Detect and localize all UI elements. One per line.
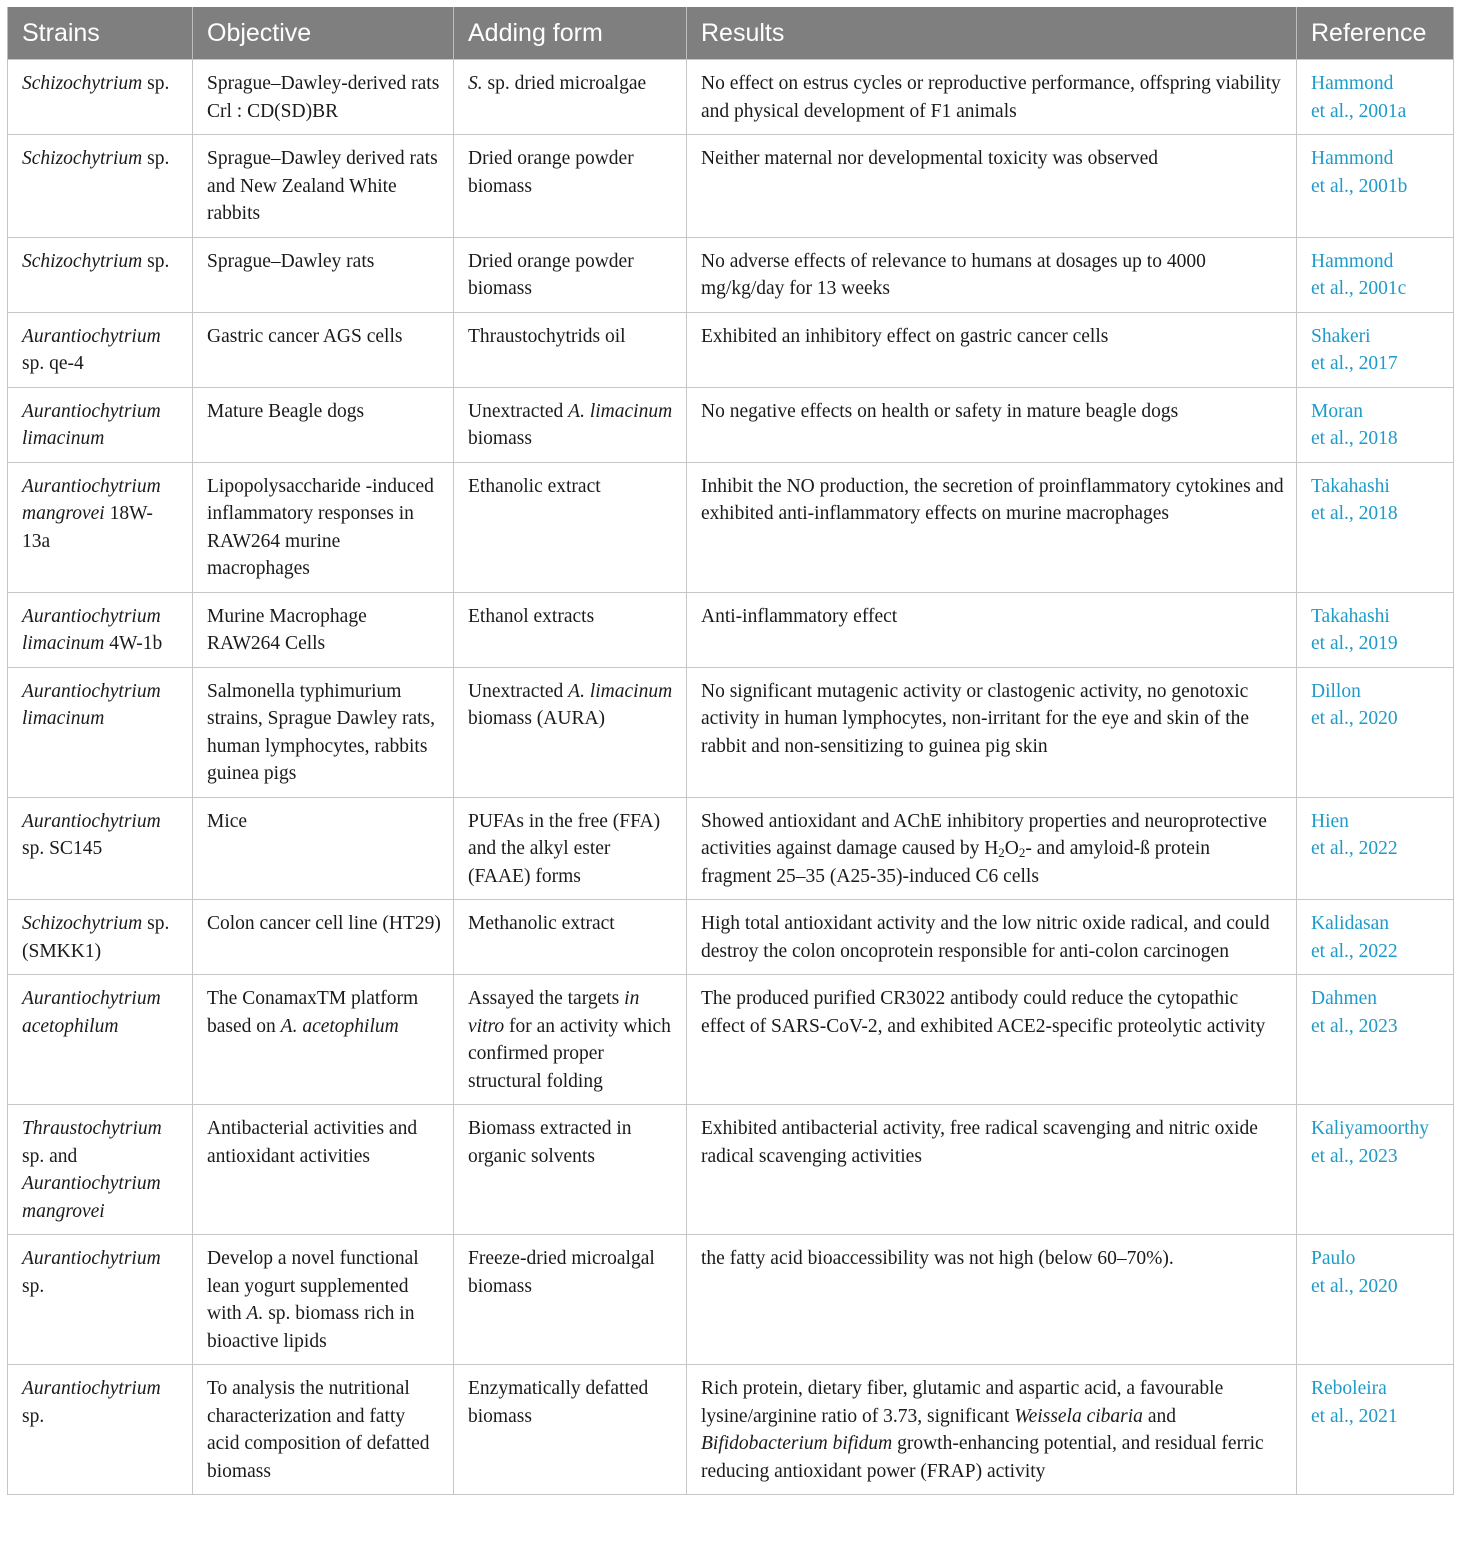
cell-objective [193, 135, 454, 238]
table-row [8, 975, 1454, 1105]
text-segment: sp. [22, 1275, 45, 1297]
cell-adding-form [454, 1235, 687, 1365]
text-segment: A. [246, 1303, 264, 1324]
text-segment: No negative effects on health or safety in mature beagle dogs [701, 400, 1179, 422]
cell-strain [8, 975, 193, 1105]
text-segment: Thraustochytrids oil [468, 325, 626, 347]
text-segment: Aurantiochytrium [22, 810, 161, 832]
cell-adding-form [454, 797, 687, 900]
cell-reference-link[interactable] [1297, 900, 1454, 975]
table-row [8, 667, 1454, 797]
cell-results [687, 60, 1297, 135]
text-segment: Aurantiochytrium [22, 325, 161, 347]
text-segment: 2 [998, 845, 1005, 860]
text-segment: Aurantiochytrium mangrovei [22, 475, 161, 524]
cell-reference-link[interactable] [1297, 667, 1454, 797]
reference-line[interactable]: et al., 2023 [1311, 1015, 1398, 1037]
text-segment: High total antioxidant activity and the low nitric oxide radical, and could destroy the colon oncoprotein responsible for anti-colon carcinogen [701, 913, 1270, 962]
text-segment: Unextracted [468, 400, 569, 422]
table-body [8, 60, 1454, 1495]
text-segment: 18W-13a [22, 503, 153, 552]
cell-objective [193, 1365, 454, 1495]
cell-objective [193, 312, 454, 387]
text-segment: sp. [142, 73, 170, 94]
text-segment: A. limacinum [568, 400, 673, 422]
text-segment: sp. biomass rich in bioactive lipids [207, 1303, 415, 1352]
text-segment: No significant mutagenic activity or clastogenic activity, no genotoxic activity in human lymphocytes, non-irritant for the eye and skin of the rabbit and non-sensitizing to guinea pig skin [701, 680, 1250, 757]
cell-objective [193, 1235, 454, 1365]
text-segment: Sprague–Dawley-derived rats Crl : CD(SD)BR [207, 73, 440, 122]
table-header [8, 7, 1454, 60]
cell-adding-form [454, 462, 687, 592]
header-adding-form: Adding form [454, 7, 687, 60]
cell-reference-link[interactable] [1297, 462, 1454, 592]
reference-line[interactable]: et al., 2018 [1311, 503, 1398, 524]
text-segment: Aurantiochytrium limacinum [22, 680, 161, 729]
text-segment: - and amyloid-ß protein fragment 25–35 (A25-35)-induced C6 cells [701, 838, 1211, 887]
reference-line[interactable]: Dillon [1311, 680, 1361, 702]
cell-results [687, 900, 1297, 975]
cell-adding-form [454, 592, 687, 667]
text-segment: growth-enhancing potential, and residual ferric reducing antioxidant power (FRAP) activity [701, 1433, 1264, 1482]
text-segment: Exhibited antibacterial activity, free radical scavenging and nitric oxide radical scavenging activities [701, 1118, 1258, 1167]
reference-line[interactable]: Hammond [1311, 250, 1394, 272]
reference-line[interactable]: Paulo [1311, 1248, 1356, 1269]
cell-objective [193, 1105, 454, 1235]
text-segment: 2 [1018, 845, 1026, 860]
text-segment: Antibacterial activities and antioxidant activities [207, 1118, 418, 1167]
reference-line[interactable]: et al., 2001b [1311, 175, 1408, 197]
reference-line[interactable]: Kalidasan [1311, 913, 1389, 934]
cell-strain [8, 312, 193, 387]
cell-objective [193, 797, 454, 900]
table-row [8, 462, 1454, 592]
text-segment: biomass [468, 428, 532, 449]
text-segment: the fatty acid bioaccessibility was not high (below 60–70%). [701, 1248, 1174, 1269]
cell-objective [193, 592, 454, 667]
table-row [8, 135, 1454, 238]
table-row [8, 60, 1454, 135]
text-segment: in vitro [468, 988, 640, 1037]
cell-objective [193, 387, 454, 462]
text-segment: Biomass extracted in organic solvents [468, 1118, 632, 1167]
header-strains: Strains [8, 7, 193, 60]
text-segment: Schizochytrium [22, 913, 143, 934]
cell-strain [8, 592, 193, 667]
cell-results [687, 462, 1297, 592]
text-segment: Aurantiochytrium limacinum [22, 400, 161, 449]
table-row [8, 1235, 1454, 1365]
text-segment: Freeze-dried microalgal biomass [468, 1248, 655, 1297]
text-segment: Aurantiochytrium [22, 1378, 161, 1399]
cell-results [687, 135, 1297, 238]
reference-line[interactable]: et al., 2001a [1311, 100, 1407, 122]
text-segment: To analysis the nutritional characterization and fatty acid composition of defatted biomass [207, 1378, 430, 1482]
text-segment: Lipopolysaccharide -induced inflammatory responses in RAW264 murine macrophages [207, 475, 434, 579]
reference-line[interactable]: et al., 2017 [1311, 353, 1398, 374]
cell-objective [193, 667, 454, 797]
text-segment: A. acetophilum [280, 1015, 399, 1037]
text-segment: Methanolic extract [468, 913, 615, 934]
text-segment: Aurantiochytrium limacinum [22, 605, 161, 654]
cell-objective [193, 462, 454, 592]
cell-objective [193, 900, 454, 975]
text-segment: sp. and [22, 1145, 78, 1167]
cell-adding-form [454, 900, 687, 975]
text-segment: sp. [142, 148, 170, 169]
table-row [8, 387, 1454, 462]
table-row [8, 1105, 1454, 1235]
text-segment: Mature Beagle dogs [207, 400, 365, 422]
reference-line[interactable]: et al., 2019 [1311, 633, 1398, 654]
cell-results [687, 1105, 1297, 1235]
text-segment: The produced purified CR3022 antibody could reduce the cytopathic effect of SARS-CoV-2, and exhibited ACE2-specific proteolytic activity [701, 988, 1266, 1037]
reference-line[interactable]: Takahashi [1311, 475, 1390, 497]
text-segment: Exhibited an inhibitory effect on gastric cancer cells [701, 325, 1109, 347]
text-segment: Assayed the targets [468, 988, 625, 1009]
text-segment: sp. (SMKK1) [22, 913, 170, 962]
cell-strain [8, 387, 193, 462]
cell-reference-link[interactable] [1297, 237, 1454, 312]
cell-adding-form [454, 135, 687, 238]
table-row [8, 900, 1454, 975]
text-segment: Gastric cancer AGS cells [207, 325, 403, 347]
cell-results [687, 1235, 1297, 1365]
reference-line[interactable]: Hammond [1311, 73, 1394, 94]
text-segment: Rich protein, dietary fiber, glutamic and aspartic acid, a favourable lysine/arginine ratio of 3.73, significant [701, 1378, 1224, 1427]
text-segment: 4W-1b [104, 633, 163, 654]
cell-adding-form [454, 237, 687, 312]
text-segment: biomass (AURA) [468, 708, 606, 729]
header-objective: Objective [193, 7, 454, 60]
text-segment: Sprague–Dawley rats [207, 250, 375, 272]
cell-adding-form [454, 60, 687, 135]
text-segment: Aurantiochytrium [22, 1248, 161, 1269]
table-row [8, 592, 1454, 667]
cell-reference-link[interactable] [1297, 135, 1454, 238]
text-segment: Schizochytrium [22, 250, 143, 272]
text-segment: Mice [207, 810, 248, 832]
reference-line[interactable]: et al., 2001c [1311, 278, 1407, 299]
header-results: Results [687, 7, 1297, 60]
text-segment: Schizochytrium [22, 148, 143, 169]
text-segment: A. limacinum [568, 680, 673, 702]
cell-adding-form [454, 667, 687, 797]
header-reference: Reference [1297, 7, 1454, 60]
text-segment: Dried orange powder biomass [468, 250, 634, 299]
text-segment: sp. [22, 1405, 45, 1427]
text-segment: Weissela cibaria [1014, 1405, 1143, 1427]
reference-line[interactable]: Reboleira [1311, 1378, 1387, 1399]
text-segment: No effect on estrus cycles or reproductive performance, offspring viability and physical development of F1 animals [701, 73, 1281, 122]
reference-line[interactable]: et al., 2018 [1311, 428, 1398, 449]
reference-line[interactable]: et al., 2022 [1311, 940, 1398, 962]
header-row [8, 7, 1454, 60]
text-segment: Murine Macrophage RAW264 Cells [207, 605, 367, 654]
cell-strain [8, 462, 193, 592]
cell-strain [8, 1235, 193, 1365]
reference-line[interactable]: Kaliyamoorthy [1311, 1118, 1430, 1139]
text-segment: Colon cancer cell line (HT29) [207, 913, 441, 934]
text-segment: Aurantiochytrium acetophilum [22, 988, 161, 1037]
cell-adding-form [454, 387, 687, 462]
text-segment: Schizochytrium [22, 73, 143, 94]
cell-adding-form [454, 312, 687, 387]
text-segment: Dried orange powder biomass [468, 148, 634, 197]
cell-reference-link[interactable] [1297, 592, 1454, 667]
cell-reference-link[interactable] [1297, 1105, 1454, 1235]
data-table [7, 7, 1454, 1495]
text-segment: and [1142, 1405, 1176, 1427]
cell-reference-link[interactable] [1297, 1235, 1454, 1365]
cell-reference-link[interactable] [1297, 60, 1454, 135]
cell-adding-form [454, 1365, 687, 1495]
cell-strain [8, 667, 193, 797]
cell-adding-form [454, 1105, 687, 1235]
cell-reference-link[interactable] [1297, 1365, 1454, 1495]
cell-strain [8, 135, 193, 238]
text-segment: No adverse effects of relevance to humans at dosages up to 4000 mg/kg/day for 13 weeks [701, 250, 1206, 299]
cell-reference-link[interactable] [1297, 797, 1454, 900]
text-segment: sp. SC145 [22, 838, 103, 859]
reference-line[interactable]: Shakeri [1311, 325, 1371, 347]
reference-line[interactable]: et al., 2023 [1311, 1145, 1398, 1167]
text-segment: Ethanol extracts [468, 605, 595, 627]
reference-line[interactable]: et al., 2022 [1311, 838, 1398, 859]
text-segment: Develop a novel functional lean yogurt supplemented with [207, 1248, 419, 1324]
text-segment: Showed antioxidant and AChE inhibitory properties and neuroprotective activities against damage caused by H [701, 810, 1267, 859]
text-segment: O [1004, 838, 1019, 859]
text-segment: for an activity which confirmed proper structural folding [468, 1015, 671, 1092]
cell-reference-link[interactable] [1297, 312, 1454, 387]
reference-line[interactable]: Hien [1311, 810, 1349, 832]
cell-strain [8, 60, 193, 135]
cell-objective [193, 237, 454, 312]
cell-results [687, 975, 1297, 1105]
cell-adding-form [454, 975, 687, 1105]
reference-line[interactable]: Dahmen [1311, 988, 1378, 1009]
cell-strain [8, 1105, 193, 1235]
text-segment: S. [468, 73, 483, 94]
cell-strain [8, 237, 193, 312]
text-segment: Salmonella typhimurium strains, Sprague Dawley rats, human lymphocytes, rabbits guinea pigs [207, 680, 435, 784]
text-segment: sp. [142, 250, 170, 272]
cell-results [687, 1365, 1297, 1495]
reference-line[interactable]: et al., 2020 [1311, 1275, 1398, 1297]
text-segment: Thraustochytrium [22, 1118, 162, 1139]
table-row [8, 312, 1454, 387]
text-segment: sp. qe-4 [22, 353, 84, 374]
cell-strain [8, 797, 193, 900]
text-segment: Bifidobacterium bifidum [701, 1433, 893, 1454]
reference-line[interactable]: Takahashi [1311, 605, 1390, 627]
reference-line[interactable]: Hammond [1311, 148, 1394, 169]
cell-objective [193, 975, 454, 1105]
cell-results [687, 667, 1297, 797]
cell-results [687, 592, 1297, 667]
reference-line[interactable]: et al., 2020 [1311, 708, 1398, 729]
text-segment: Aurantiochytrium mangrovei [22, 1173, 161, 1222]
reference-line[interactable]: et al., 2021 [1311, 1405, 1398, 1427]
cell-strain [8, 1365, 193, 1495]
reference-line[interactable]: Moran [1311, 400, 1363, 422]
cell-results [687, 237, 1297, 312]
text-segment: sp. dried microalgae [482, 73, 647, 94]
cell-strain [8, 900, 193, 975]
text-segment: Inhibit the NO production, the secretion of proinflammatory cytokines and exhibited anti-inflammatory effects on murine macrophages [701, 475, 1284, 524]
text-segment: Anti-inflammatory effect [701, 605, 898, 627]
cell-results [687, 387, 1297, 462]
cell-reference-link[interactable] [1297, 975, 1454, 1105]
text-segment: Enzymatically defatted biomass [468, 1378, 649, 1427]
table-row [8, 797, 1454, 900]
text-segment: Sprague–Dawley derived rats and New Zealand White rabbits [207, 148, 438, 224]
table-row [8, 1365, 1454, 1495]
cell-objective [193, 60, 454, 135]
text-segment: PUFAs in the free (FFA) and the alkyl ester (FAAE) forms [468, 810, 661, 887]
cell-results [687, 797, 1297, 900]
text-segment: Unextracted [468, 680, 569, 702]
cell-results [687, 312, 1297, 387]
text-segment: Neither maternal nor developmental toxicity was observed [701, 148, 1159, 169]
cell-reference-link[interactable] [1297, 387, 1454, 462]
table-row [8, 237, 1454, 312]
text-segment: The ConamaxTM platform based on [207, 988, 419, 1037]
text-segment: Ethanolic extract [468, 475, 601, 497]
